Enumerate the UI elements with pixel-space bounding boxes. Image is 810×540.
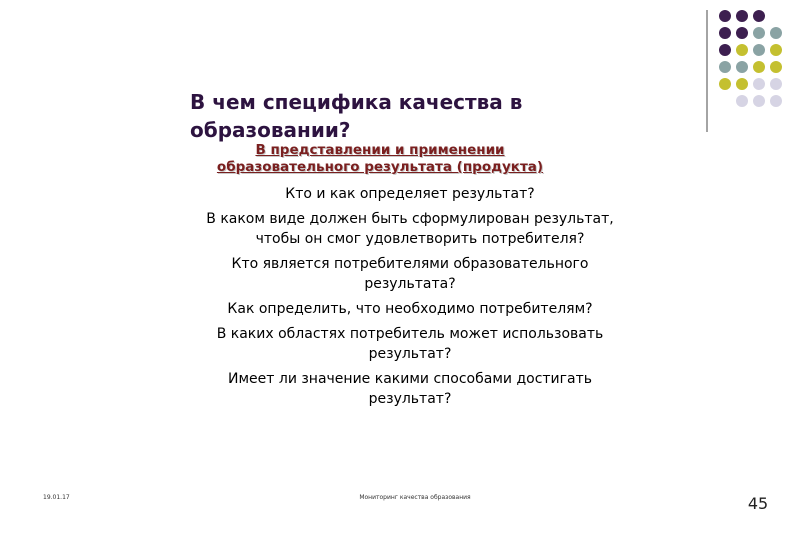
question-line-1: Как определить, что необходимо потребителям? [227,301,593,317]
subtitle-line-2: образовательного результата (продукта) [216,159,544,175]
question-line-2: результата? [364,276,456,292]
question-item [165,209,655,249]
decorative-dot [719,27,731,39]
decorative-dot [753,44,765,56]
question-item [165,324,655,364]
decorative-dot [753,61,765,73]
question-line-1: В каком виде должен быть сформулирован результат, [206,211,614,227]
question-line-1: Имеет ли значение какими способами достигать [228,371,592,387]
slide-subtitle [190,142,570,176]
vertical-divider-line [706,10,708,132]
decorative-dot [753,78,765,90]
decorative-dot [736,27,748,39]
page-number: 45 [747,494,769,513]
question-list [165,184,655,414]
decorative-dot [736,78,748,90]
question-item [165,254,655,294]
footer-date: 19.01.17 [43,494,70,501]
decorative-dot [719,10,731,22]
decorative-dot [770,44,782,56]
decorative-dot [719,44,731,56]
title-line-1: В чем специфика качества в [190,90,523,114]
decorative-dot [736,61,748,73]
question-item [165,299,655,319]
decorative-dot [753,95,765,107]
decorative-dot [736,44,748,56]
decorative-dot [753,27,765,39]
dot-grid-decoration [719,10,789,120]
decorative-dot [753,10,765,22]
decorative-dot [770,27,782,39]
question-line-2: чтобы он смог удовлетворить потребителя? [255,231,585,247]
decorative-dot [736,10,748,22]
decorative-dot [770,78,782,90]
question-item [165,369,655,409]
subtitle-line-1: В представлении и применении [255,142,505,158]
decorative-dot [736,95,748,107]
decorative-dot [770,61,782,73]
slide-title [190,88,550,144]
decorative-dot [719,78,731,90]
question-line-1: В каких областях потребитель может использовать [216,326,604,342]
title-line-2: образовании? [190,118,351,142]
question-line-1: Кто является потребителями образовательного [231,256,589,272]
question-line-2: результат? [368,391,452,407]
decorative-dot [770,95,782,107]
question-line-2: результат? [368,346,452,362]
question-line-1: Кто и как определяет результат? [285,186,535,202]
decorative-dot [719,61,731,73]
footer-title: Мониторинг качества образования [359,494,471,501]
question-item [165,184,655,204]
